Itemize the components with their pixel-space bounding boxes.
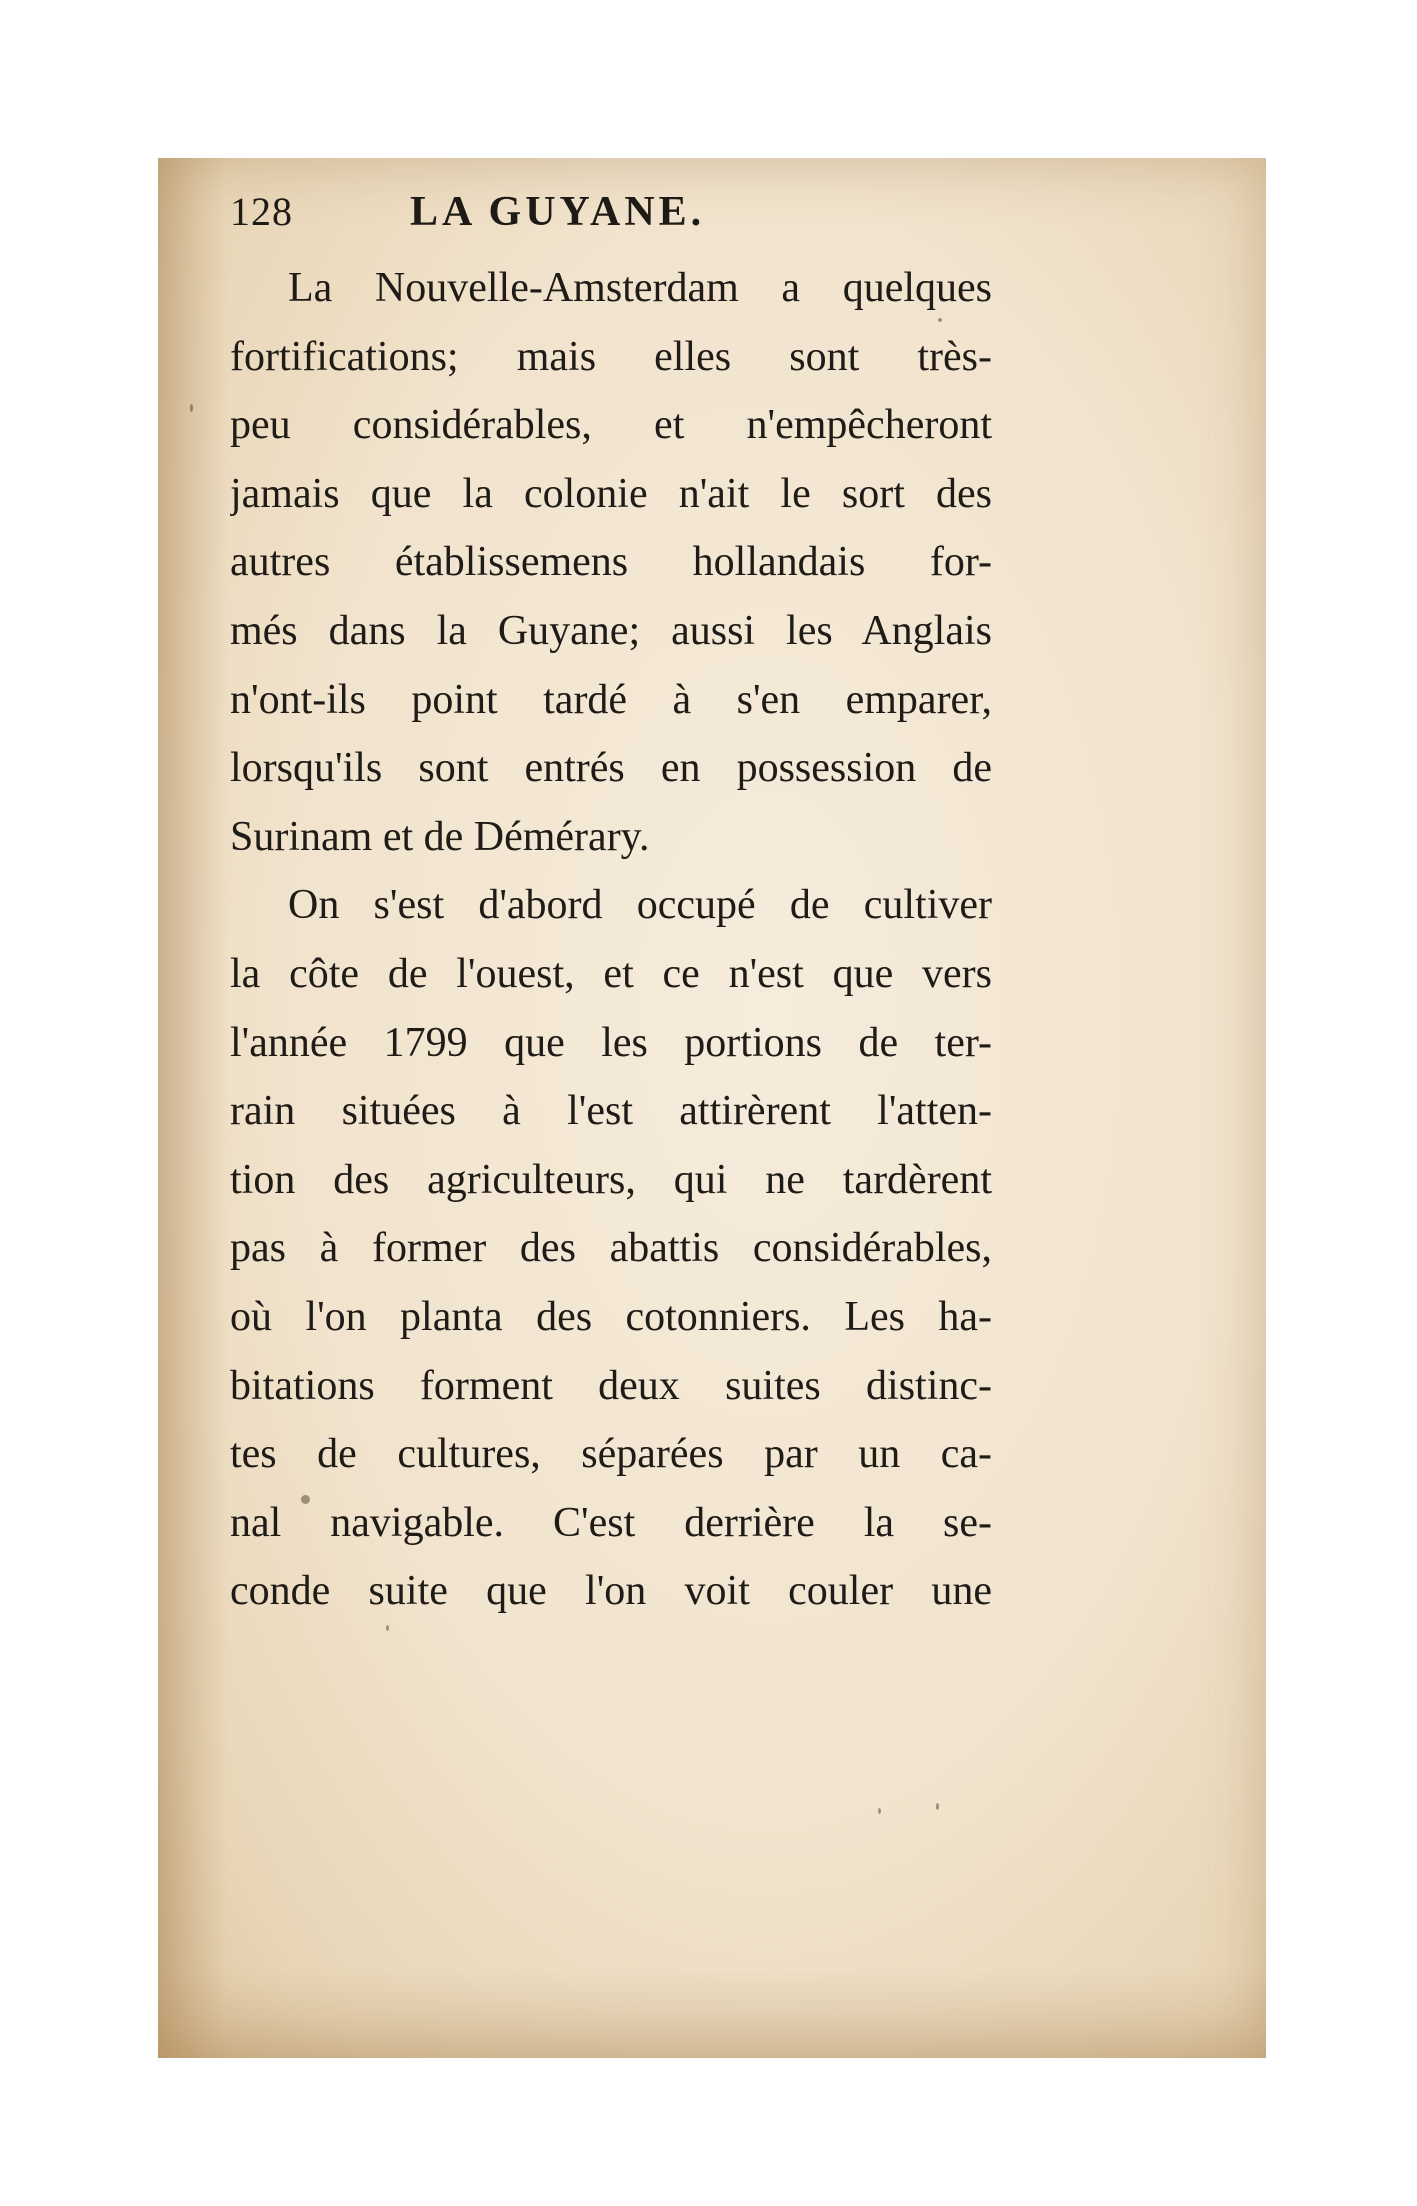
- text-line: pas à former des abattis considérables,: [230, 1225, 992, 1272]
- text-line: La Nouvelle-Amsterdam a quelques: [288, 265, 992, 311]
- paper-speck: [936, 1803, 939, 1810]
- text-line: où l'on planta des cotonniers. Les ha-: [230, 1293, 992, 1340]
- text-line: n'ont-ils point tardé à s'en emparer,: [230, 676, 992, 723]
- text-line: conde suite que l'on voit couler une: [230, 1568, 992, 1615]
- text-line: fortifications; mais elles sont très-: [230, 333, 992, 380]
- paragraph: [230, 871, 992, 1626]
- text-line: peu considérables, et n'empêcheront: [230, 402, 992, 449]
- running-header: [230, 188, 990, 248]
- page-number: 128: [230, 189, 293, 234]
- text-line: nal navigable. C'est derrière la se-: [230, 1499, 992, 1546]
- text-line: la côte de l'ouest, et ce n'est que vers: [230, 950, 992, 997]
- text-line: tion des agriculteurs, qui ne tardèrent: [230, 1156, 992, 1203]
- text-line: tes de cultures, séparées par un ca-: [230, 1431, 992, 1478]
- running-title: LA GUYANE.: [410, 189, 706, 235]
- text-line: bitations forment deux suites distinc-: [230, 1362, 992, 1409]
- paper-speck: [878, 1808, 881, 1814]
- text-line: On s'est d'abord occupé de cultiver: [288, 882, 992, 929]
- text-line: autres établissemens hollandais for-: [230, 539, 992, 586]
- text-line: lorsqu'ils sont entrés en possession de: [230, 745, 992, 792]
- text-line: jamais que la colonie n'ait le sort des: [230, 470, 992, 517]
- paper-speck: [190, 404, 193, 412]
- paper-speck: [386, 1625, 389, 1631]
- text-line: rain situées à l'est attirèrent l'atten-: [230, 1088, 992, 1135]
- text-line: Surinam et de Démérary.: [230, 813, 650, 860]
- text-line: més dans la Guyane; aussi les Anglais: [230, 607, 992, 654]
- paragraph: [230, 254, 992, 871]
- text-line: l'année 1799 que les portions de ter-: [230, 1019, 992, 1066]
- body-text: [230, 254, 992, 1626]
